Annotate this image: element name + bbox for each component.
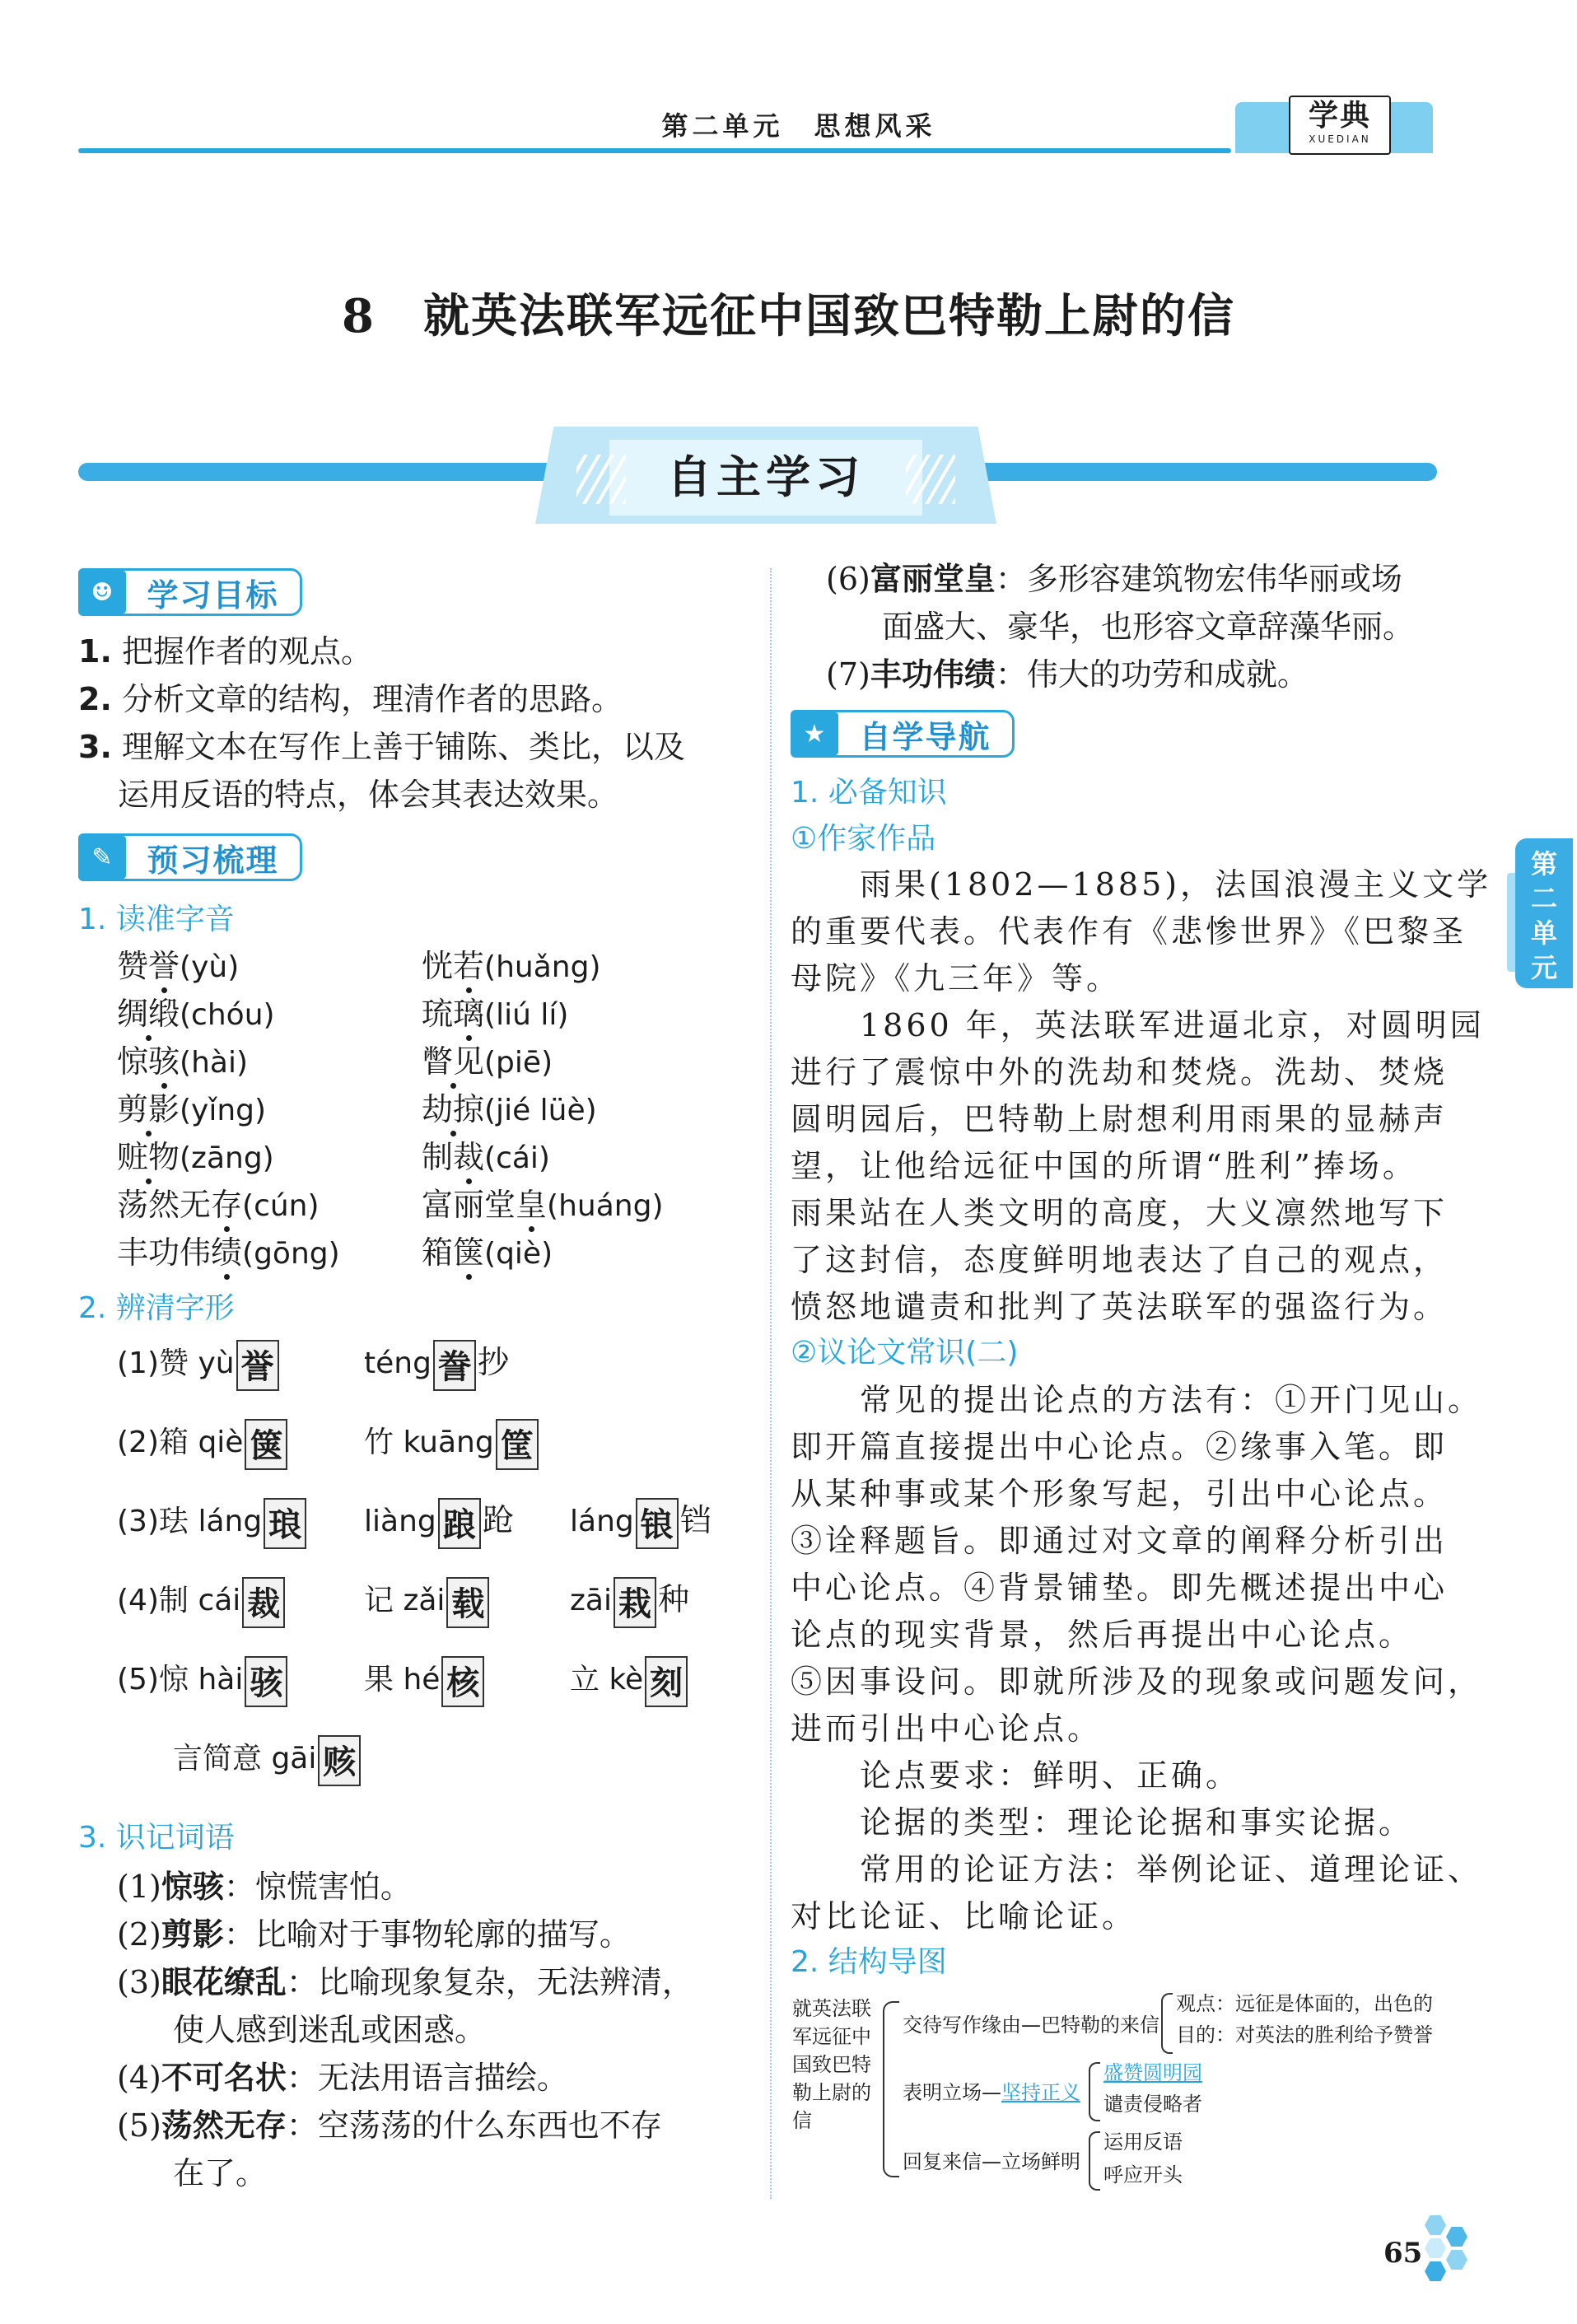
vocab-item: (4)不可名状：无法用语言描绘。 [117,2060,568,2096]
hex-decoration [1425,2215,1446,2235]
paragraph-line: 中心论点。④背景铺垫。即先概述提出中心 [791,1570,1449,1606]
lesson-title: 8 就英法联军远征中国致巴特勒上尉的信 [342,289,1235,343]
glyph-box: 筐 [496,1419,539,1470]
pronunciation-grid [117,942,776,1276]
page-number: 65 [1383,2237,1423,2270]
column-divider [770,568,772,2199]
paragraph-line: 雨果站在人类文明的高度，大义凛然地写下 [791,1195,1449,1231]
banner-title: 自主学习 [667,451,865,503]
pronunciation-item: 惊骇(hài) [117,1038,248,1087]
glyph-item: (1)赞 yù 誉 [117,1338,281,1391]
glyph-box: 踉 [438,1498,481,1549]
glyph-item: (5)惊 hài 骇 [117,1654,289,1707]
glyph-item: 立 kè 刻 [570,1654,689,1707]
vocab-list-left [117,1863,776,2197]
glyph-row [117,1575,776,1654]
subsection-essay: ②议论文常识(二) [791,1336,1019,1370]
diagram-brace-2 [1089,2062,1100,2121]
section-title-pronunciation: 1. 读准字音 [78,903,235,936]
glyph-item: 竹 kuāng 筐 [364,1417,540,1470]
paragraph-line: 论点的现实背景，然后再提出中心论点。 [791,1617,1414,1653]
header-rule [78,148,1231,153]
diagram-leaf-2b: 谴责侵略者 [1103,2093,1202,2116]
pronunciation-item: 恍若(huǎng) [422,942,600,992]
glyph-box: 箧 [245,1419,287,1470]
glyph-box: 核 [441,1656,484,1707]
glyph-row [117,1417,776,1496]
paragraph-line: 进行了震惊中外的洗劫和焚烧。洗劫、焚烧 [791,1054,1449,1090]
glyph-row [117,1496,776,1575]
paragraph-line: 论点要求：鲜明、正确。 [791,1757,1241,1794]
paragraph-line: ③诠释题旨。即通过对文章的阐释分析引出 [791,1523,1449,1559]
diagram-branch-3: 回复来信—立场鲜明 [903,2150,1080,2173]
pronunciation-item: 赃物(zāng) [117,1133,274,1183]
glyph-row [117,1654,776,1734]
paragraph-line: 的重要代表。代表作有《悲惨世界》《巴黎圣 [791,913,1467,950]
paragraph-line: 愤怒地谴责和批判了英法联军的强盗行为。 [791,1289,1449,1325]
glyph-item: 言简意 gāi 赅 [173,1734,362,1786]
glyph-box: 誉 [236,1340,279,1391]
banner-hatch-right [906,455,955,504]
hex-decoration [1425,2261,1446,2281]
goals-tag: ☻ 学习目标 [78,568,302,616]
preview-tag: ✎ 预习梳理 [78,833,302,881]
glyph-box: 载 [446,1577,489,1628]
glyph-row [117,1338,776,1417]
telescope-icon: ★ [791,712,838,755]
pronunciation-row [117,990,776,1038]
student-icon: ☻ [78,571,126,614]
section-title-knowledge: 1. 必备知识 [791,776,947,810]
essay-text [791,1377,1483,1940]
diagram-brace-3 [1089,2131,1100,2191]
glyph-item: zāi 栽 种 [570,1575,689,1628]
section-title-vocab: 3. 识记词语 [78,1821,235,1855]
diagram-leaf-1b: 目的：对英法的胜利给予赞誉 [1176,2023,1433,2046]
glyph-box: 赅 [318,1735,361,1786]
pronunciation-row [117,1038,776,1085]
pencil-icon: ✎ [78,836,126,879]
glyph-item: liàng 踉 跄 [364,1496,514,1549]
paragraph-line: 从某种事或某个形象写起，引出中心论点。 [791,1476,1449,1512]
pronunciation-item: 绸缎(chóu) [117,990,275,1039]
goal-item: 3. 理解文本在写作上善于铺陈、类比，以及 [78,729,685,765]
glyph-item: téng 誊 抄 [364,1338,509,1391]
pronunciation-row [117,1133,776,1181]
section-title-glyphs: 2. 辨清字形 [78,1291,235,1325]
unit-title: 第二单元 思想风采 [661,110,936,142]
pronunciation-item: 琉璃(liú lí) [422,990,568,1039]
diagram-branch-2: 表明立场—坚持正义 [903,2081,1080,2104]
paragraph-line: 圆明园后，巴特勒上尉想利用雨果的显赫声 [791,1101,1449,1137]
paragraph-line: 母院》《九三年》等。 [791,960,1122,996]
pronunciation-item: 丰功伟绩(gōng) [117,1229,340,1278]
pronunciation-item: 劫掠(jié lüè) [422,1085,597,1135]
vocab-item: (3)眼花缭乱：比喻现象复杂，无法辨清， [117,1964,693,2000]
goals-list [78,628,754,819]
section-title-structure: 2. 结构导图 [791,1945,947,1979]
paragraph-line: 1860 年，英法联军进逼北京，对圆明园 [791,1007,1485,1043]
pronunciation-row [117,942,776,990]
glyph-box: 誊 [433,1340,476,1391]
diagram-root: 就英法联 军远征中 国致巴特 勒上尉的 信 [792,1997,871,2132]
goal-item: 1. 把握作者的观点。 [78,633,372,670]
glyph-box: 骇 [245,1656,287,1707]
paragraph-line: 雨果(1802—1885)，法国浪漫主义文学 [791,866,1492,903]
pronunciation-item: 制裁(cái) [422,1133,550,1183]
pronunciation-item: 瞥见(piē) [422,1038,553,1087]
paragraph-line: 对比论证、比喻论证。 [791,1898,1137,1934]
vocab-item: 在了。 [173,2155,268,2191]
author-text [791,861,1492,1331]
vocab-item: (5)荡然无存：空荡荡的什么东西也不存 [117,2107,662,2144]
pronunciation-row [117,1181,776,1229]
vocab-list-right [826,555,1501,698]
diagram-leaf-2a: 盛赞圆明园 [1103,2061,1202,2084]
vocab-item: (6)富丽堂皇：多形容建筑物宏伟华丽或场 [826,561,1402,597]
goal-item-cont: 运用反语的特点，体会其表达效果。 [118,777,619,813]
paragraph-line: 常用的论证方法：举例论证、道理论证、 [791,1851,1483,1888]
vocab-item: 面盛大、豪华，也形容文章辞藻华丽。 [882,609,1415,645]
pronunciation-item: 剪影(yǐng) [117,1085,266,1135]
paragraph-line: 望，让他给远征中国的所谓“胜利”捧场。 [791,1148,1417,1184]
vocab-item: (1)惊骇：惊慌害怕。 [117,1869,412,1905]
hex-decoration [1446,2250,1467,2270]
glyph-box: 锒 [636,1498,679,1549]
hex-decoration [1425,2238,1446,2258]
glyph-box: 裁 [242,1577,285,1628]
paragraph-line: 即开篇直接提出中心论点。②缘事入笔。即 [791,1429,1449,1465]
paragraph-line: 进而引出中心论点。 [791,1710,1103,1747]
glyph-item: 记 zǎi 载 [364,1575,491,1628]
diagram-brace-root [883,2001,899,2177]
glyph-item: (4)制 cái 裁 [117,1575,287,1628]
vocab-item: 使人感到迷乱或困惑。 [173,2012,487,2048]
paragraph-line: 了这封信，态度鲜明地表达了自己的观点， [791,1242,1449,1278]
paragraph-line: 论据的类型：理论论据和事实论据。 [791,1804,1414,1841]
diagram-leaf-3a: 运用反语 [1103,2130,1183,2154]
glyph-item: 果 hé 核 [364,1654,486,1707]
paragraph-line: ⑤因事设问。即就所涉及的现象或问题发问， [791,1664,1483,1700]
unit-side-tab: 第二单元 [1515,838,1573,988]
guide-tag: ★ 自学导航 [791,710,1015,758]
subsection-author: ①作家作品 [791,822,936,856]
glyph-grid [117,1338,776,1813]
diagram-leaf-3b: 呼应开头 [1103,2163,1183,2186]
pronunciation-item: 荡然无存(cún) [117,1181,320,1230]
pronunciation-row [117,1229,776,1276]
pronunciation-item: 箱箧(qiè) [422,1229,553,1278]
glyph-box: 琅 [264,1498,306,1549]
pronunciation-item: 赞誉(yù) [117,942,239,992]
goal-item: 2. 分析文章的结构，理清作者的思路。 [78,681,623,717]
glyph-item: láng 锒 铛 [570,1496,712,1549]
glyph-item: (3)珐 láng 琅 [117,1496,308,1549]
glyph-box: 刻 [645,1656,688,1707]
hex-decoration [1446,2227,1467,2247]
pronunciation-row [117,1085,776,1133]
diagram-brace-1 [1161,1993,1173,2054]
vocab-item: (2)剪影：比喻对于事物轮廓的描写。 [117,1916,631,1953]
diagram-leaf-1a: 观点：远征是体面的，出色的 [1176,1992,1433,2015]
diagram-branch-1: 交待写作缘由—巴特勒的来信 [903,2014,1159,2037]
structure-diagram [791,1986,1482,2200]
glyph-item: (2)箱 qiè 箧 [117,1417,289,1470]
paragraph-line: 常见的提出论点的方法有：①开门见山。 [791,1382,1483,1418]
vocab-item: (7)丰功伟绩：伟大的功劳和成就。 [826,656,1309,693]
banner-hatch-left [576,455,626,504]
publisher-logo: 学典 XUEDIAN [1289,96,1391,155]
glyph-box: 栽 [614,1577,656,1628]
glyph-row [117,1734,776,1813]
pronunciation-item: 富丽堂皇(huáng) [422,1181,663,1230]
